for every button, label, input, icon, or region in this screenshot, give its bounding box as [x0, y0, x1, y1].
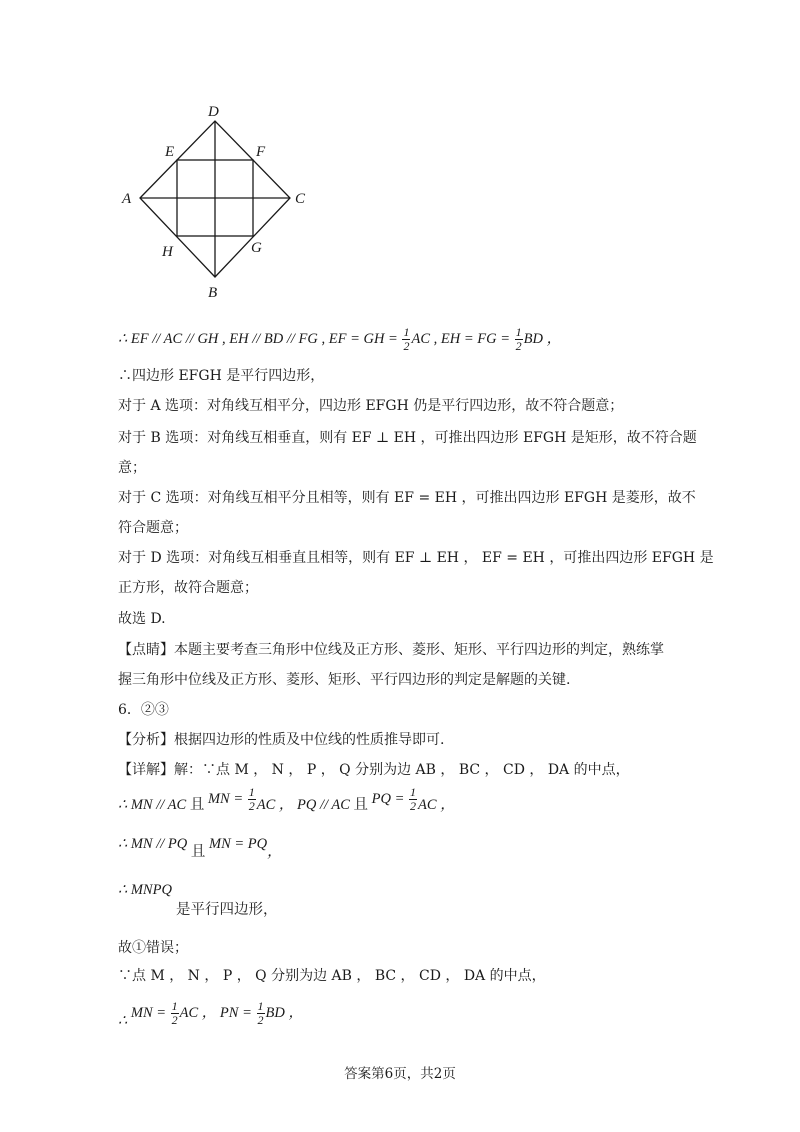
line-option-b: 对于 B 选项：对角线互相垂直，则有 EF ⊥ EH ，可推出四边形 EFGH 是矩形，故不符合题	[118, 430, 697, 446]
fraction-half: $\frac{1}{2}$	[403, 325, 410, 353]
line-answer-d: 故选 D.	[118, 611, 166, 627]
fraction-half: $\frac{1}{2}$	[257, 999, 264, 1027]
line-option-c-cont: 符合题意；	[118, 520, 188, 536]
line-option-d-cont: 正方形，故符合题意；	[118, 580, 258, 596]
line-comment-1: 【点睛】本题主要考查三角形中位线及正方形、菱形、矩形、平行四边形的判定，熟练掌	[118, 642, 664, 658]
fraction-half: $\frac{1}{2}$	[248, 785, 255, 813]
label-b: B	[208, 285, 218, 301]
line-mn-pn-half: ∴ MN = $\frac{1}{2}$ AC ， PN = $\frac{1}{2}$ BD ，	[118, 999, 303, 1029]
line-comment-2: 握三角形中位线及正方形、菱形、矩形、平行四边形的判定是解题的关键.	[118, 672, 571, 688]
label-c: C	[295, 191, 306, 207]
line-option-a: 对于 A 选项：对角线互相平分，四边形 EFGH 仍是平行四边形，故不符合题意；	[118, 398, 624, 414]
fraction-half: $\frac{1}{2}$	[410, 785, 417, 813]
line-parallelogram-conclusion: ∴四边形 EFGH 是平行四边形，	[118, 368, 325, 384]
page-footer: 答案第6页，共2页	[344, 1066, 456, 1082]
line-option-c: 对于 C 选项：对角线互相平分且相等，则有 EF = EH ，可推出四边形 EFGH 是菱形，故不	[118, 490, 696, 506]
label-a: A	[122, 191, 132, 207]
label-g: G	[251, 240, 262, 256]
line-one-wrong: 故①错误；	[118, 940, 188, 956]
label-d: D	[208, 104, 219, 120]
label-h: H	[162, 244, 173, 260]
line-mn-parallel-pq: ∴ MN // PQ 且 MN = PQ，	[118, 836, 282, 860]
line-solution-start: 【详解】解：∵点 M ， N ， P ， Q 分别为边 AB ， BC ， CD ， DA 的中点，	[118, 762, 630, 778]
fraction-half: $\frac{1}{2}$	[171, 999, 178, 1027]
label-e: E	[165, 144, 175, 160]
line-option-d: 对于 D 选项：对角线互相垂直且相等，则有 EF ⊥ EH ， EF = EH ，可推出四边形 EFGH 是	[118, 550, 714, 566]
line-analysis: 【分析】根据四边形的性质及中位线的性质推导即可.	[118, 732, 445, 748]
geometry-diagram	[110, 100, 350, 310]
line-option-b-cont: 意；	[118, 460, 146, 476]
line-parallel-relations: ∴ EF // AC // GH , EH // BD // FG , EF = GH = $\frac{1}{2}$ AC , EH = FG = $\frac{1}{2}$ BD ，	[118, 325, 562, 353]
line-question-6: 6．②③	[118, 702, 169, 718]
line-midpoints-again: ∵点 M ， N ， P ， Q 分别为边 AB ， BC ， CD ， DA 的中点，	[118, 968, 546, 984]
fraction-half: $\frac{1}{2}$	[515, 325, 522, 353]
label-f: F	[256, 144, 266, 160]
line-mn-pq-relations: ∴ MN // AC 且 MN = $\frac{1}{2}$ AC ， PQ // AC 且 PQ = $\frac{1}{2}$ AC ，	[118, 785, 455, 813]
line-mnpq-parallelogram: ∴ MNPQ 是平行四边形，	[118, 882, 278, 918]
